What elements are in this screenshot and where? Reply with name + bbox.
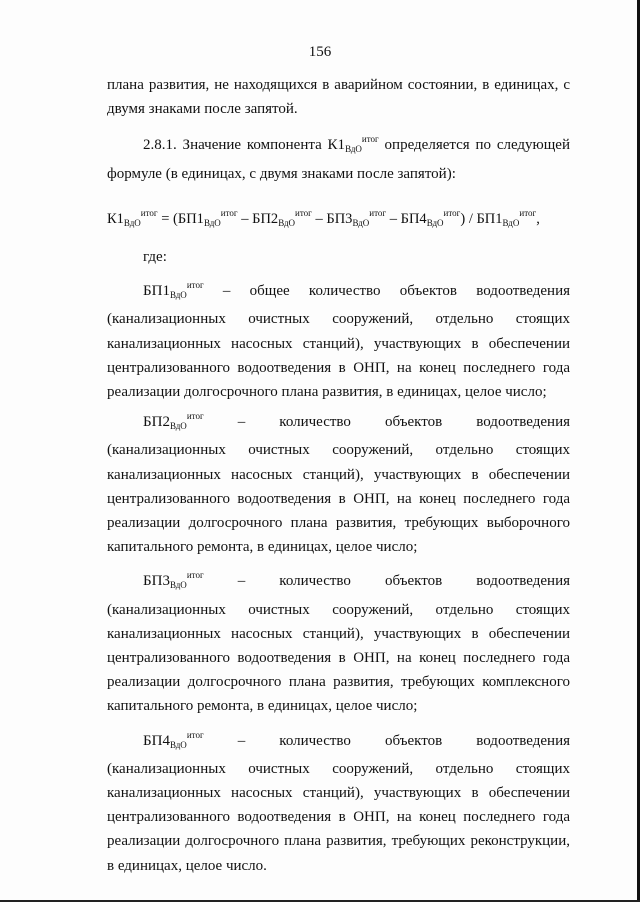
superscript: итог: [186, 729, 204, 740]
subscript: ВдО: [169, 580, 187, 591]
definition-symbol: БП4: [143, 732, 170, 749]
formula: [107, 201, 570, 235]
definition-bp3: [107, 563, 570, 718]
clause-lead: 2.8.1. Значение компонента К1: [143, 137, 346, 154]
subscript: ВдО: [169, 421, 187, 432]
definition-bp4: [107, 723, 570, 878]
definition-symbol: БП1: [143, 283, 170, 300]
subscript: ВдО: [352, 217, 370, 228]
formula-end: ,: [536, 210, 540, 227]
clause-paragraph: [107, 127, 570, 185]
formula-eq: =: [157, 210, 174, 227]
subscript: ВдО: [278, 217, 296, 228]
formula-term-3: – БП3: [311, 210, 353, 227]
subscript: ВдО: [203, 217, 221, 228]
superscript: итог: [519, 207, 537, 218]
page-number: 156: [308, 44, 332, 60]
definition-text: – количество объектов водоотведения (канализационных очистных сооружений, отдельно стоящих канализационных насосных станций), участвующих в обеспечении централизованного водоотведения в ОНП, на конец последнего года реализации долгосрочного плана развития, требующих комплексного капитального ремонта, в единицах, целое число;: [107, 573, 570, 715]
definition-symbol: БП2: [143, 414, 170, 431]
superscript: итог: [220, 207, 238, 218]
subscript: ВдО: [426, 217, 444, 228]
superscript: итог: [369, 207, 387, 218]
clause-rest: определяется по следующей формуле (в единицах, с двумя знаками после запятой):: [107, 137, 570, 182]
subscript: ВдО: [123, 217, 141, 228]
superscript: итог: [140, 207, 158, 218]
definition-text: – количество объектов водоотведения (канализационных очистных сооружений, отдельно стоящих канализационных насосных станций), участвующих в обеспечении централизованного водоотведения в ОНП, на конец последнего года реализации долгосрочного плана развития, требующих реконструкции, в единицах, целое число.: [107, 732, 570, 874]
formula-lhs: К1: [107, 210, 124, 227]
superscript: итог: [186, 411, 204, 422]
definition-text: – количество объектов водоотведения (канализационных очистных сооружений, отдельно стоящих канализационных насосных станций), участвующих в обеспечении централизованного водоотведения в ОНП, на конец последнего года реализации долгосрочного плана развития, требующих выборочного капитального ремонта, в единицах, целое число;: [107, 414, 570, 556]
where-label: где:: [143, 249, 167, 266]
subscript: ВдО: [169, 290, 187, 301]
formula-close: ) / БП1: [460, 210, 503, 227]
formula-term-1: (БП1: [173, 210, 204, 227]
intro-paragraph: плана развития, не находящихся в аварийном состоянии, в единицах, с двумя знаками после запятой.: [107, 77, 570, 118]
definition-symbol: БП3: [143, 573, 170, 590]
definition-bp2: [107, 404, 570, 559]
definition-text: – общее количество объектов водоотведения (канализационных очистных сооружений, отдельно стоящих канализационных насосных станций), участвующих в обеспечении централизованного водоотведения в ОНП, на конец последнего года реализации долгосрочного плана развития, в единицах, целое число;: [107, 283, 570, 401]
superscript: итог: [295, 207, 312, 218]
superscript: итог: [443, 207, 461, 218]
page-content: [107, 73, 570, 878]
definition-bp1: [107, 273, 570, 404]
subscript: ВдО: [502, 217, 520, 228]
formula-term-4: – БП4: [386, 210, 427, 227]
superscript: итог: [361, 134, 379, 145]
formula-term-2: – БП2: [237, 210, 279, 227]
superscript: итог: [186, 570, 204, 581]
subscript: ВдО: [345, 144, 362, 155]
superscript: итог: [186, 280, 204, 291]
subscript: ВдО: [169, 739, 187, 750]
